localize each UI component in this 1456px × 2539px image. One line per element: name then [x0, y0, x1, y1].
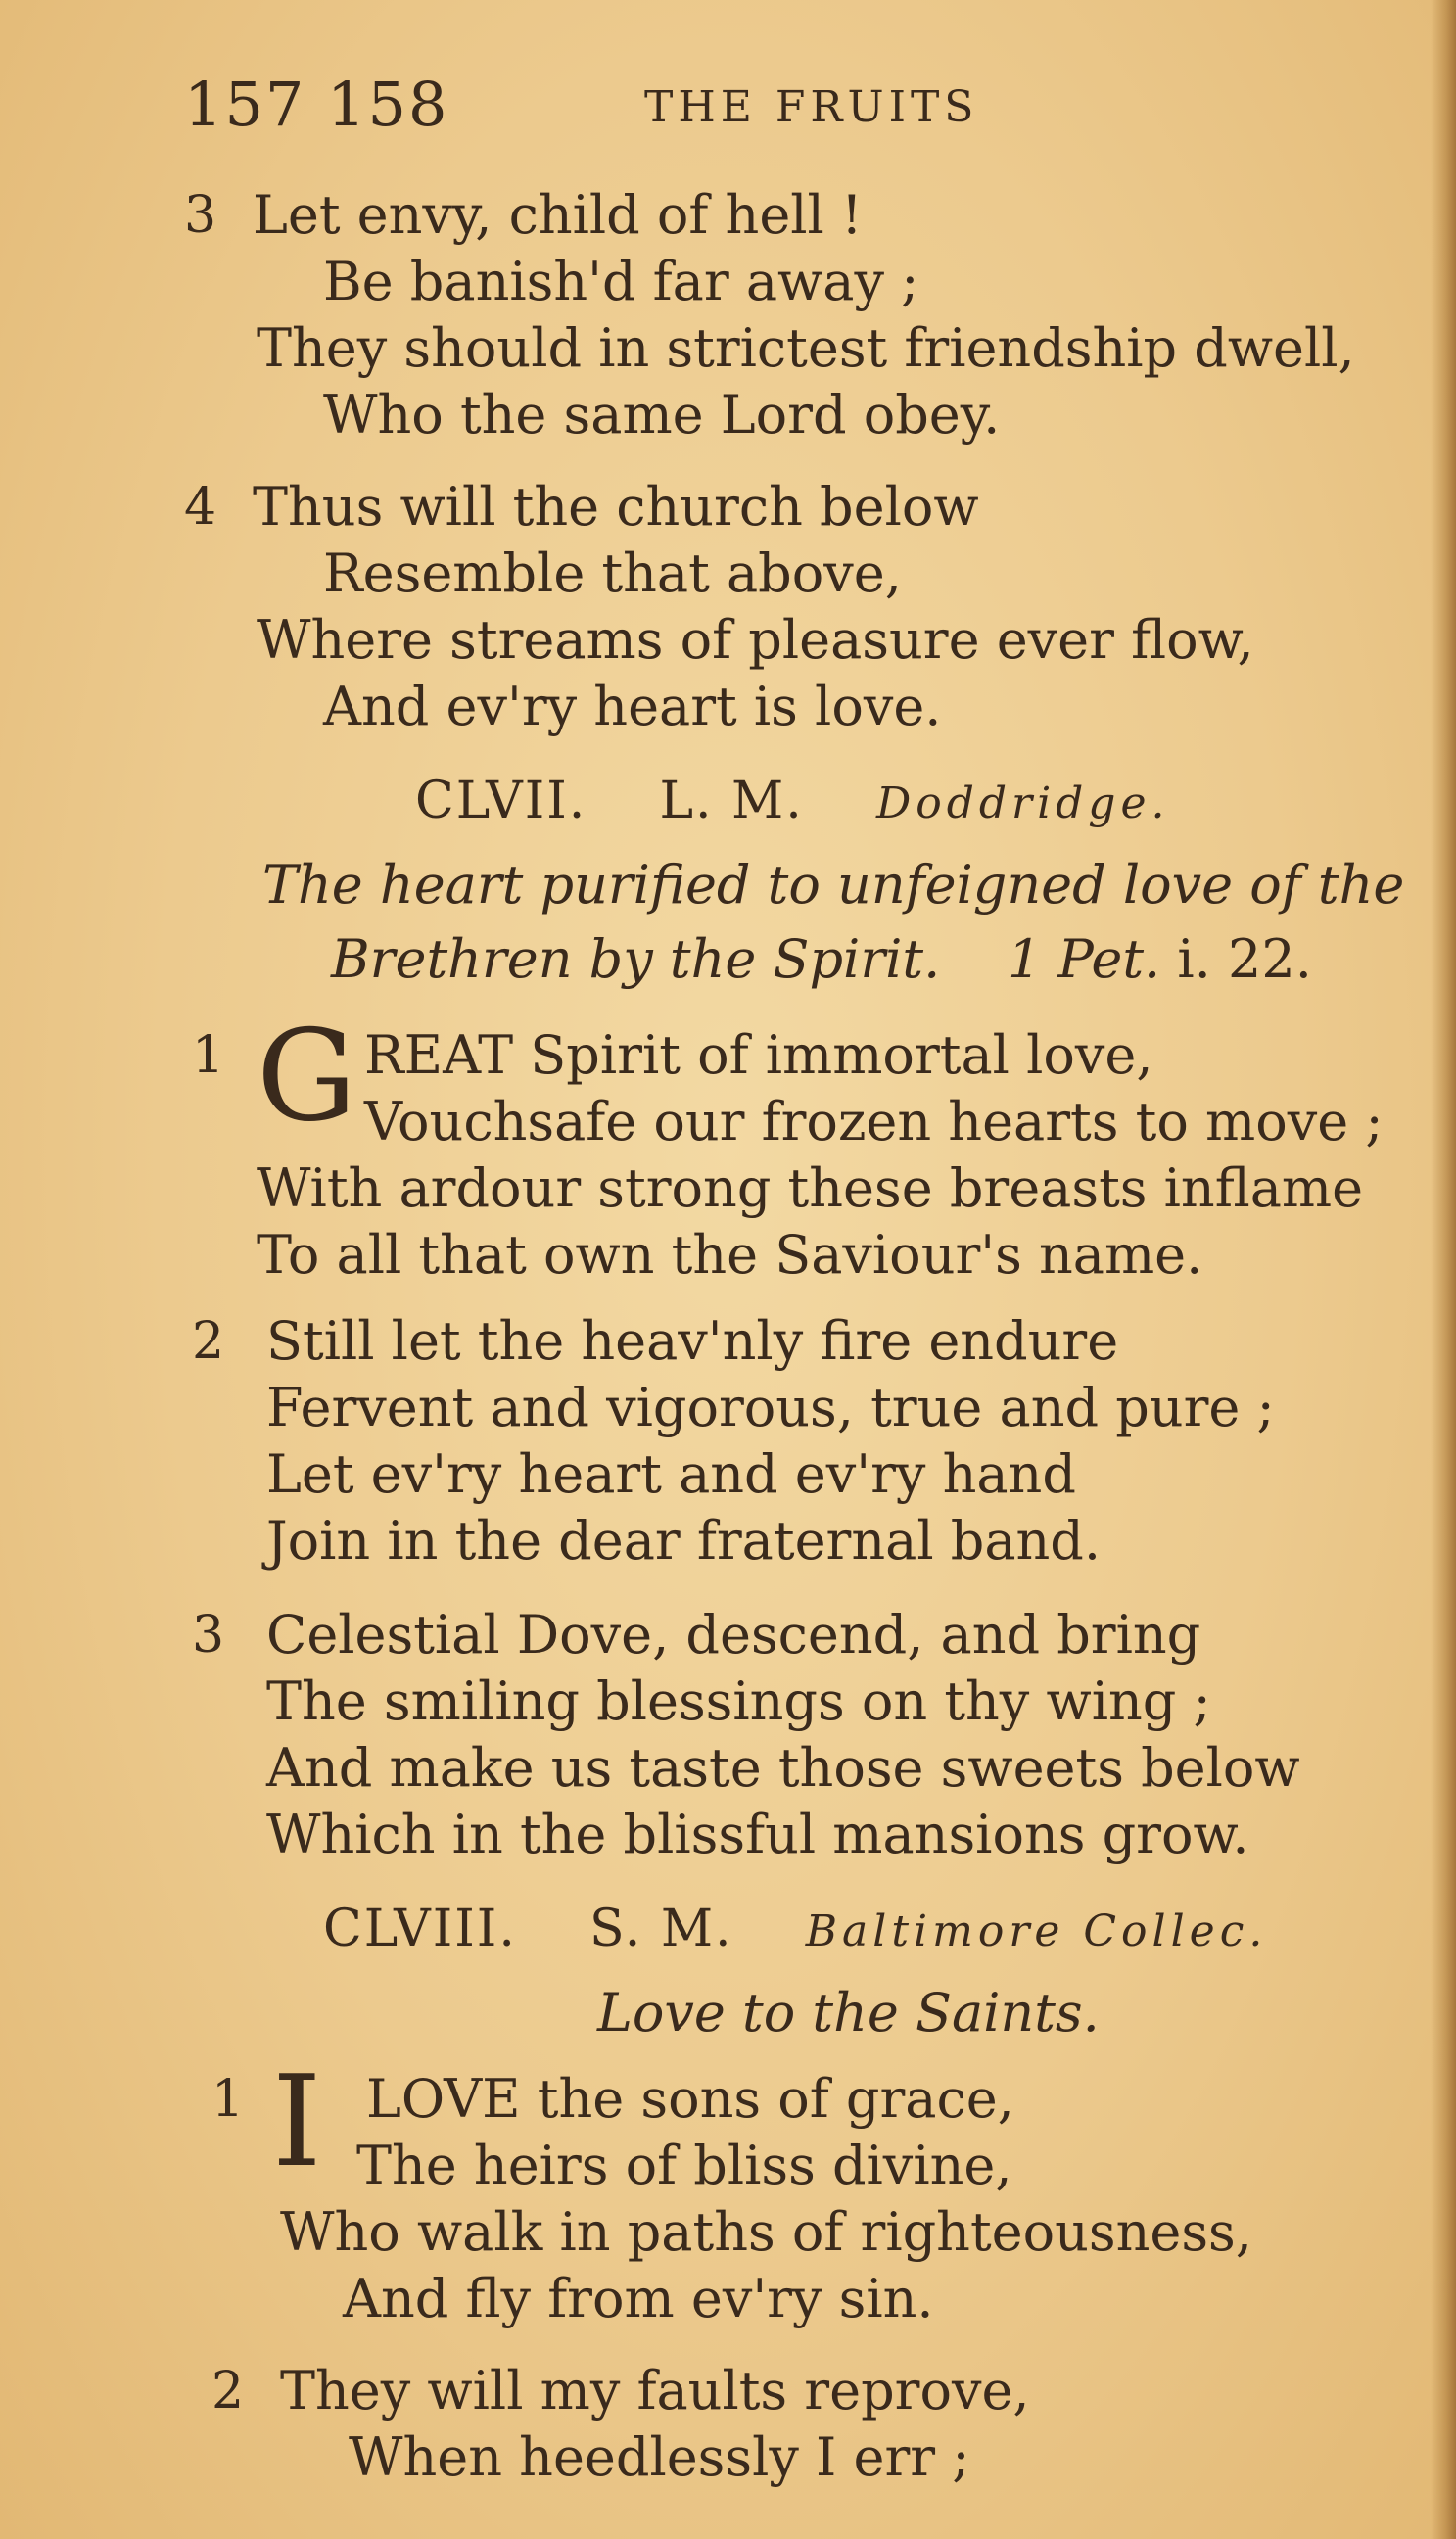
verse-line: They will my faults reprove, — [280, 2360, 1030, 2421]
drop-cap: I — [272, 2049, 322, 2195]
verse-line: Still let the heav'nly fire endure — [266, 1310, 1119, 1372]
scripture-book: 1 Pet. — [1007, 928, 1161, 990]
verse-line: LOVE the sons of grace, — [366, 2068, 1014, 2130]
hymn-heading-158 — [323, 1900, 1267, 1961]
verse-number: 1 — [192, 1026, 225, 1085]
hymn-author: Doddridge. — [875, 778, 1170, 828]
verse-line: Who walk in paths of righteousness, — [280, 2201, 1252, 2263]
verse-line: Where streams of pleasure ever flow, — [257, 609, 1254, 671]
verse-number: 4 — [184, 478, 217, 537]
verse-line: Thus will the church below — [253, 476, 979, 538]
page-number: 157 158 — [184, 69, 449, 140]
verse-line: And make us taste those sweets below — [266, 1737, 1300, 1799]
verse-line: To all that own the Saviour's name. — [257, 1224, 1203, 1286]
running-head: THE FRUITS — [644, 82, 979, 132]
verse-line: Vouchsafe our frozen hearts to move ; — [364, 1091, 1384, 1152]
verse-line: Let ev'ry heart and ev'ry hand — [266, 1443, 1076, 1505]
verse-number: 2 — [211, 2362, 245, 2421]
verse-number: 1 — [211, 2070, 245, 2129]
verse-number: 2 — [192, 1312, 225, 1371]
verse-number: 3 — [192, 1606, 225, 1665]
verse-line: Who the same Lord obey. — [323, 384, 1001, 446]
verse-line: Which in the blissful mansions grow. — [266, 1804, 1249, 1865]
hymn-number: CLVIII. — [323, 1900, 517, 1958]
verse-line: Be banish'd far away ; — [323, 251, 919, 312]
verse-line: Fervent and vigorous, true and pure ; — [266, 1377, 1275, 1438]
hymn-number: CLVII. — [415, 772, 587, 830]
verse-number: 3 — [184, 186, 217, 245]
hymn-title-line-2 — [331, 930, 1312, 989]
verse-line: The smiling blessings on thy wing ; — [266, 1670, 1211, 1732]
verse-line: Celestial Dove, descend, and bring — [266, 1604, 1201, 1666]
scripture-verse: i. 22. — [1177, 928, 1312, 990]
hymn-title-line-2-text: Brethren by the Spirit. — [331, 928, 941, 990]
verse-line: Resemble that above, — [323, 542, 902, 604]
hymn-meter: L. M. — [659, 772, 804, 830]
page-header — [184, 69, 1359, 157]
verse-line: And fly from ev'ry sin. — [343, 2268, 934, 2329]
verse-line: When heedlessly I err ; — [349, 2426, 970, 2488]
verse-line: The heirs of bliss divine, — [356, 2135, 1012, 2196]
verse-line: REAT Spirit of immortal love, — [364, 1024, 1153, 1086]
verse-line: Join in the dear fraternal band. — [266, 1510, 1102, 1572]
verse-line: They should in strictest friendship dwell, — [257, 317, 1355, 379]
hymn-title-line-1: The heart purified to unfeigned love of the — [262, 854, 1405, 916]
hymn-meter: S. M. — [588, 1900, 733, 1958]
verse-line: With ardour strong these breasts inflame — [257, 1157, 1364, 1219]
verse-line: Let envy, child of hell ! — [253, 184, 863, 246]
hymn-author: Baltimore Collec. — [805, 1906, 1268, 1956]
verse-line: And ev'ry heart is love. — [323, 676, 942, 737]
drop-cap: G — [257, 1004, 357, 1150]
hymn-heading-157 — [415, 772, 1170, 833]
scripture-reference — [1008, 928, 1312, 990]
hymn-title: Love to the Saints. — [597, 1982, 1100, 2044]
page-edge-shadow — [1431, 0, 1456, 2539]
